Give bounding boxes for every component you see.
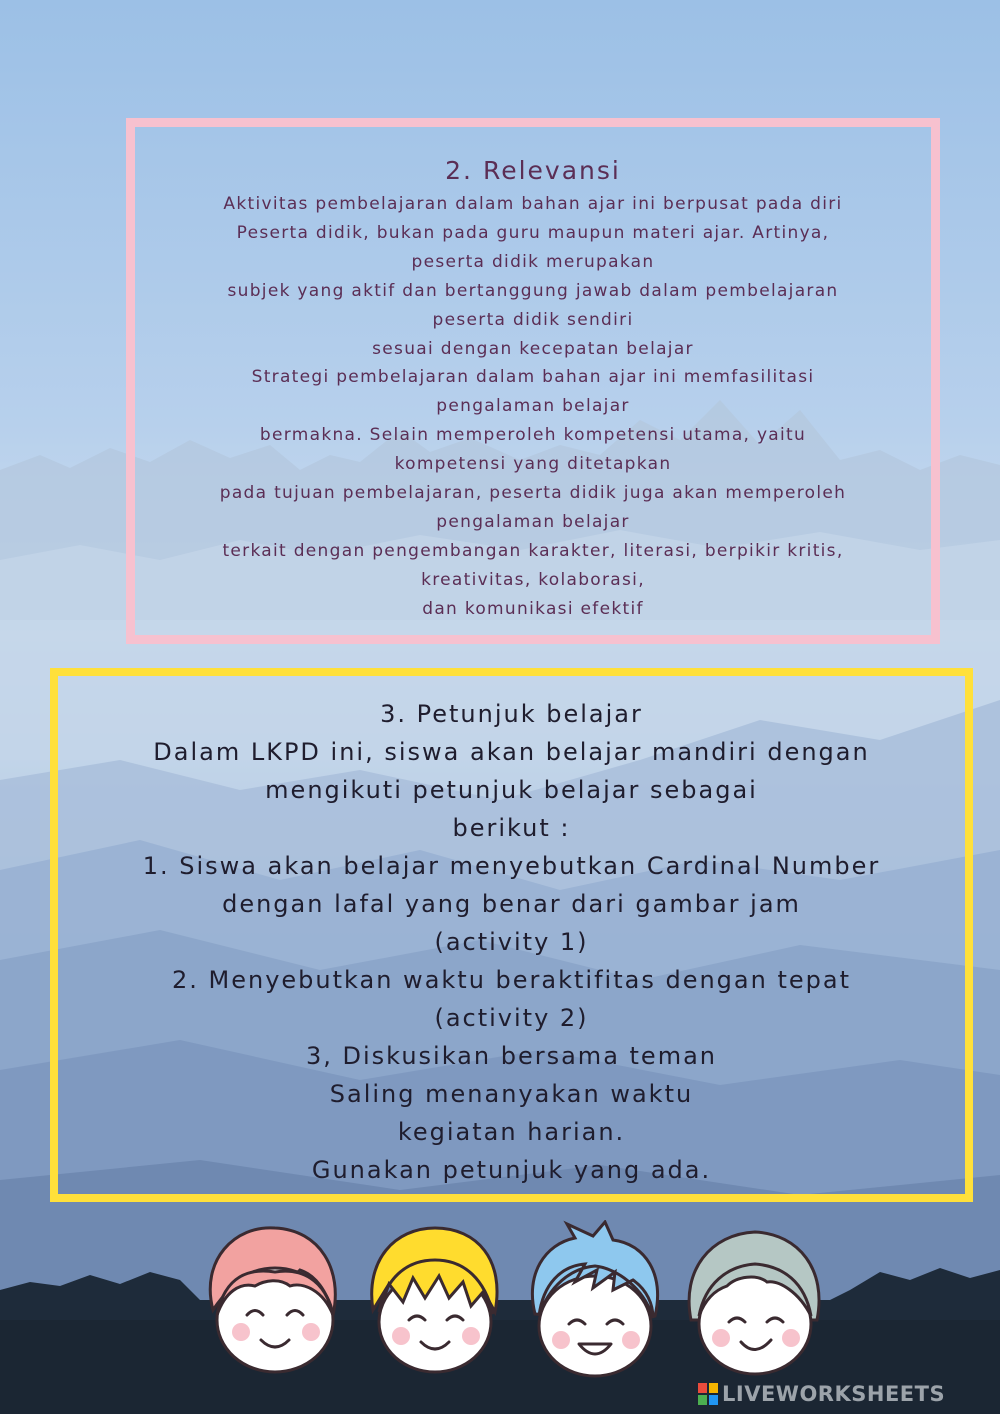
relevansi-section <box>140 152 926 624</box>
relevansi-line: pada tujuan pembelajaran, peserta didik juga akan memperoleh <box>219 483 847 504</box>
kid-face-pink-hair-icon <box>210 1228 335 1372</box>
petunjuk-line: 2. Menyebutkan waktu beraktifitas dengan tepat <box>172 966 851 994</box>
watermark-text: LIVEWORKSHEETS <box>722 1382 946 1406</box>
petunjuk-line: berikut : <box>452 814 571 842</box>
liveworksheets-logo-icon <box>698 1383 718 1405</box>
relevansi-title: 2. Relevansi <box>445 156 621 185</box>
relevansi-line: peserta didik merupakan <box>411 251 655 272</box>
relevansi-line: subjek yang aktif dan bertanggung jawab dalam pembelajaran <box>227 280 839 301</box>
petunjuk-line: 3, Diskusikan bersama teman <box>305 1042 717 1070</box>
relevansi-line: terkait dengan pengembangan karakter, literasi, berpikir kritis, <box>222 540 844 561</box>
petunjuk-line: Saling menanyakan waktu <box>329 1080 694 1108</box>
kid-face-blue-hair-icon <box>532 1222 657 1376</box>
relevansi-line: Aktivitas pembelajaran dalam bahan ajar ini berpusat pada diri <box>223 194 843 214</box>
kids-faces-illustration <box>195 1220 835 1380</box>
petunjuk-line: 1. Siswa akan belajar menyebutkan Cardinal Number <box>142 852 881 880</box>
relevansi-line: Peserta didik, bukan pada guru maupun materi ajar. Artinya, <box>236 222 830 243</box>
petunjuk-line: (activity 2) <box>434 1004 589 1032</box>
petunjuk-line: Gunakan petunjuk yang ada. <box>311 1156 712 1184</box>
petunjuk-line: Dalam LKPD ini, siswa akan belajar mandiri dengan <box>153 738 870 766</box>
petunjuk-line: mengikuti petunjuk belajar sebagai <box>265 776 758 804</box>
petunjuk-line: kegiatan harian. <box>397 1118 626 1146</box>
petunjuk-line: dengan lafal yang benar dari gambar jam <box>222 890 801 918</box>
relevansi-line: sesuai dengan kecepatan belajar <box>372 338 694 359</box>
petunjuk-section <box>70 695 953 1189</box>
kid-face-yellow-hair-icon <box>372 1228 497 1372</box>
relevansi-line: bermakna. Selain memperoleh kompetensi utama, yaitu <box>259 425 807 446</box>
relevansi-line: pengalaman belajar <box>436 396 630 417</box>
kid-face-grey-hair-icon <box>689 1232 819 1374</box>
relevansi-line: dan komunikasi efektif <box>422 598 644 619</box>
petunjuk-title: 3. Petunjuk belajar <box>380 700 643 728</box>
relevansi-line: kompetensi yang ditetapkan <box>394 454 672 475</box>
relevansi-line: peserta didik sendiri <box>432 309 634 330</box>
relevansi-line: kreativitas, kolaborasi, <box>421 569 645 590</box>
petunjuk-line: (activity 1) <box>434 928 589 956</box>
relevansi-line: pengalaman belajar <box>436 511 630 532</box>
relevansi-line: Strategi pembelajaran dalam bahan ajar ini memfasilitasi <box>251 367 815 388</box>
liveworksheets-watermark <box>698 1380 945 1408</box>
